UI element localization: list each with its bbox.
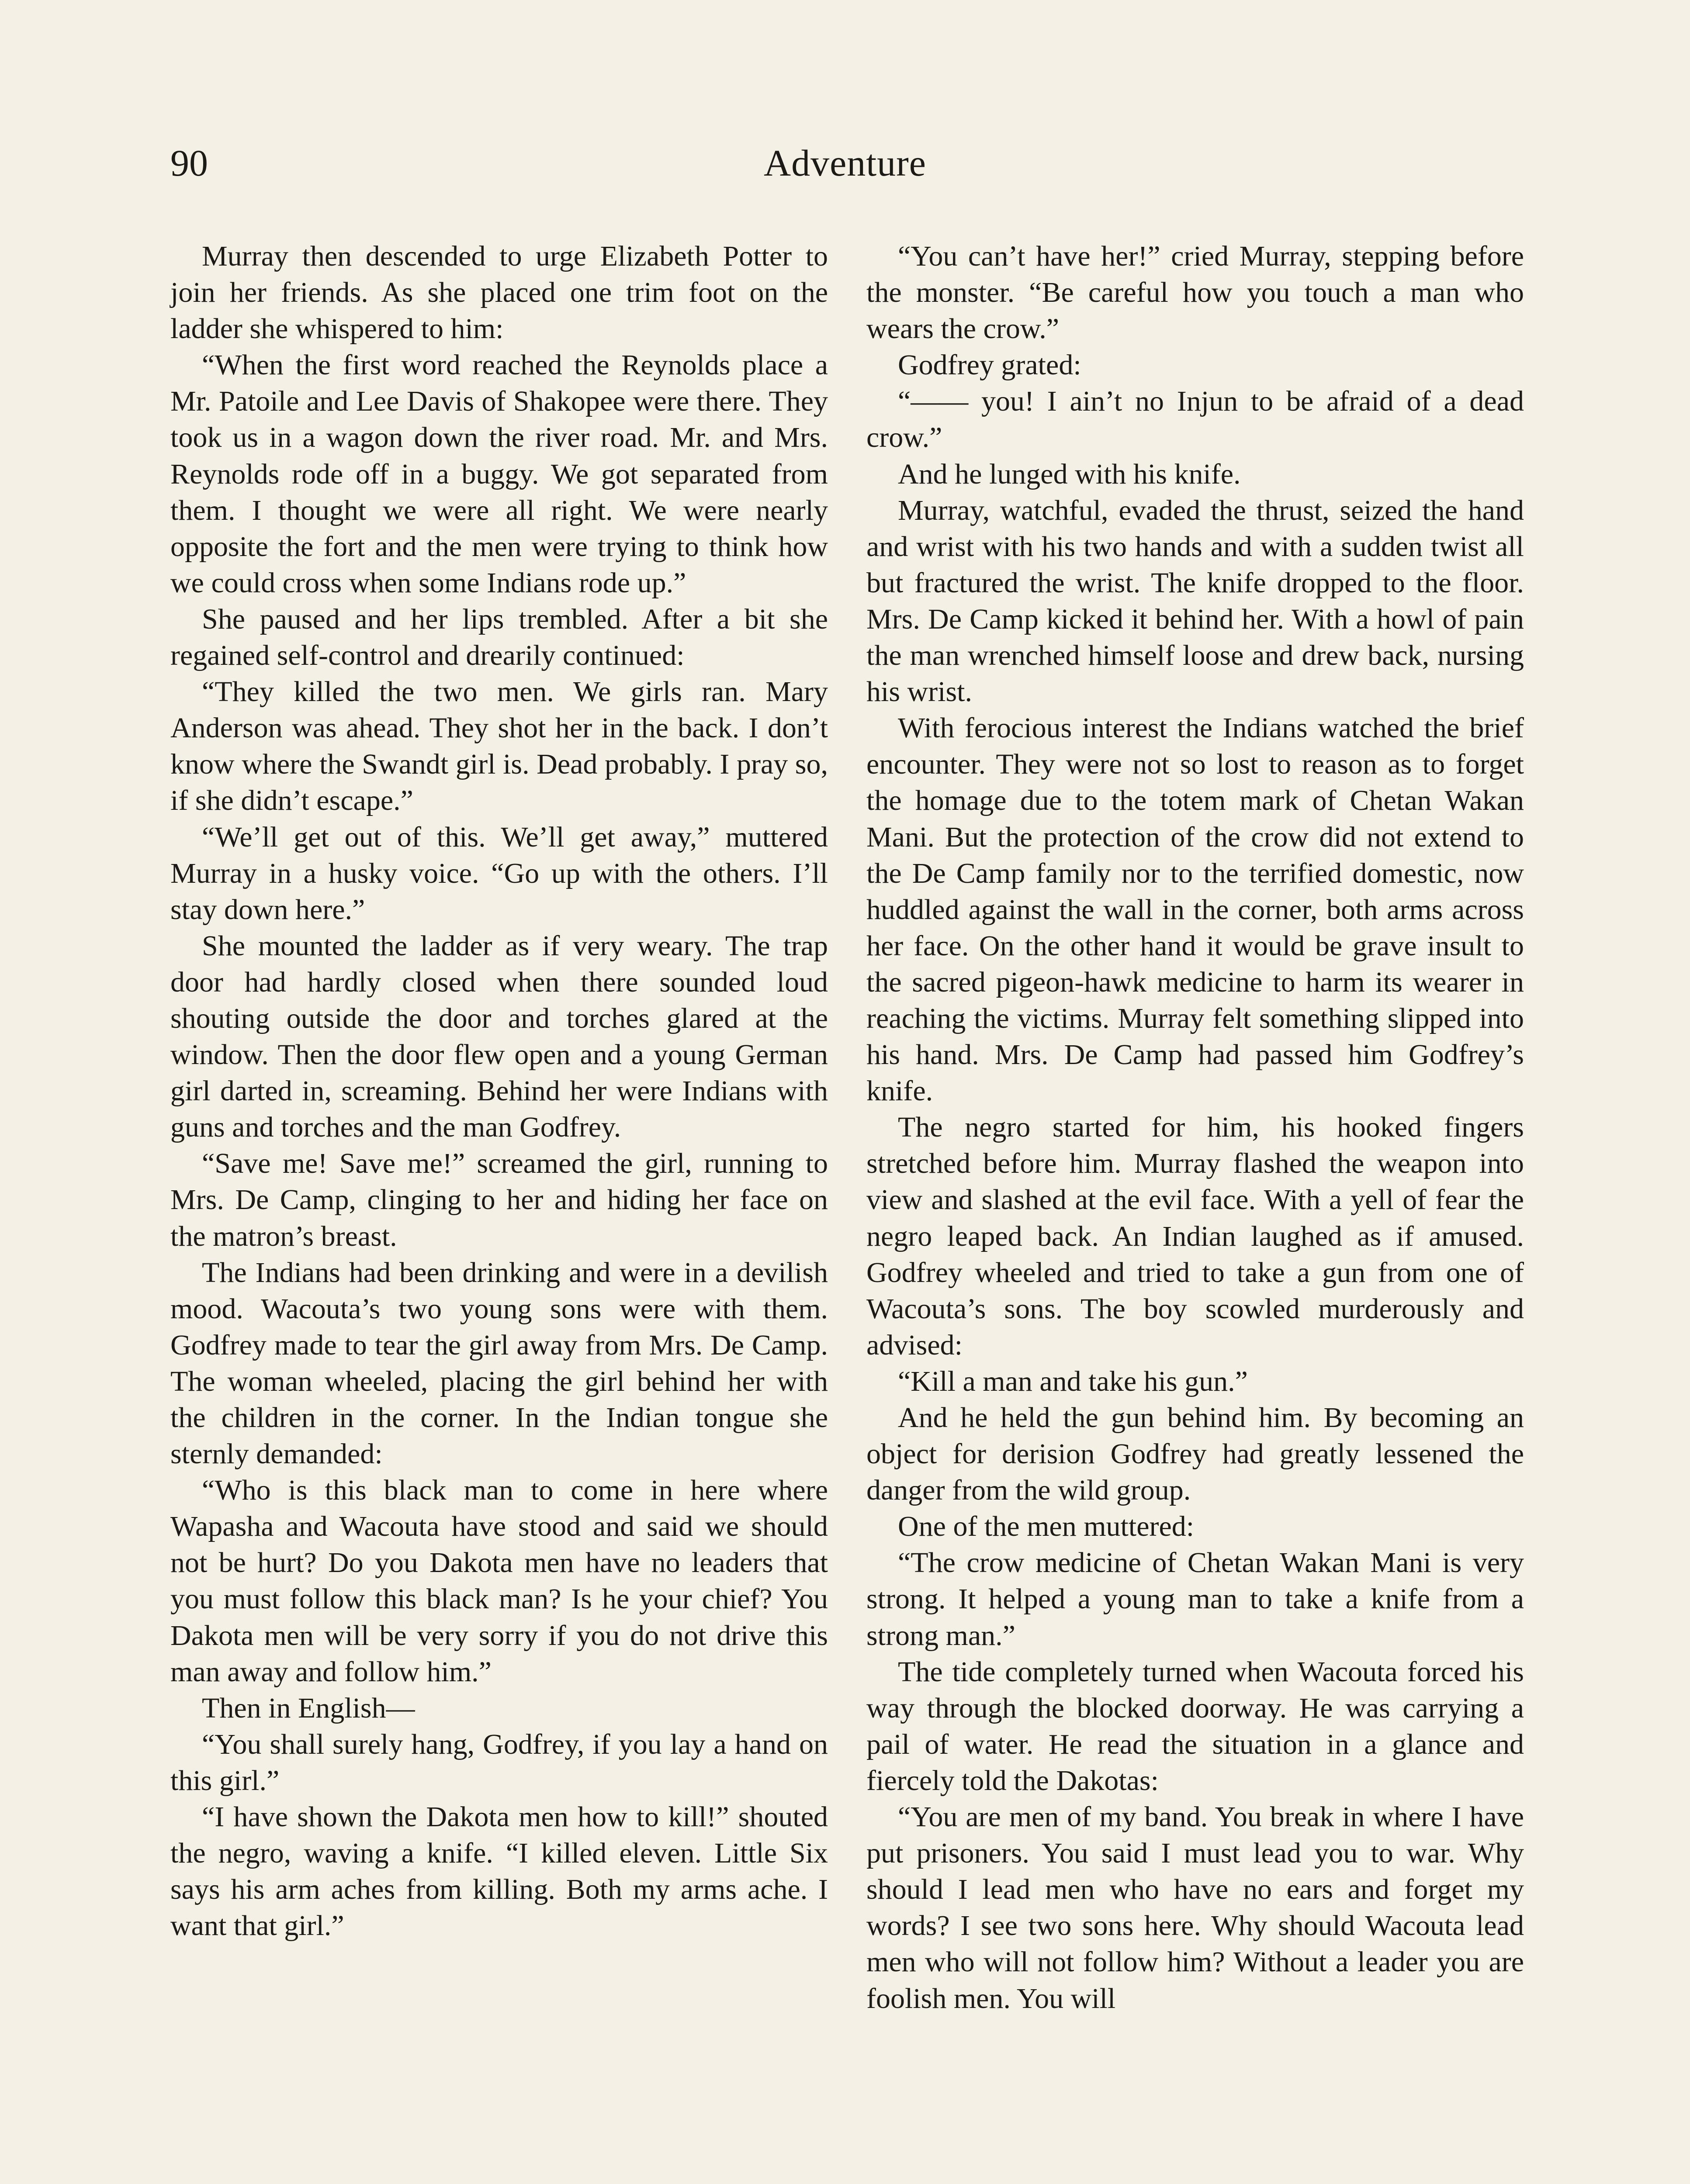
paragraph: “I have shown the Dakota men how to kill!” shouted the negro, waving a knife. “I killed eleven. Little Six says his arm aches from killing. Both my arms ache. I want that girl.” bbox=[170, 1801, 828, 1942]
paragraph: “—— you! I ain’t no Injun to be afraid of a dead crow.” bbox=[866, 385, 1524, 454]
paragraph: Murray, watchful, evaded the thrust, seized the hand and wrist with his two hands and with a sudden twist all but fractured the wrist. The knife dropped to the floor. Mrs. De Camp kicked it behind her. With a howl of pain the man wrenched himself loose and drew back, nursing his wrist. bbox=[866, 494, 1524, 708]
paragraph: One of the men muttered: bbox=[898, 1510, 1195, 1543]
paragraph: “Who is this black man to come in here where Wapasha and Wacouta have stood and said we should not be hurt? Do you Dakota men have no leaders that you must follow this black man? Is he your chief? You Dakota men will be very sorry if you do not drive this man away and follow him.” bbox=[170, 1474, 828, 1688]
paragraph: And he lunged with his knife. bbox=[898, 458, 1241, 490]
paragraph: Godfrey grated: bbox=[898, 349, 1081, 381]
paragraph: “Save me! Save me!” screamed the girl, running to Mrs. De Camp, clinging to her and hiding her face on the matron’s breast. bbox=[170, 1147, 828, 1252]
paragraph: She mounted the ladder as if very weary. The trap door had hardly closed when there sounded loud shouting outside the door and torches glared at the window. Then the door flew open and a young German girl darted in, screaming. Behind her were Indians with guns and torches and the man Godfrey. bbox=[170, 930, 828, 1144]
page-header bbox=[170, 139, 1520, 196]
paragraph: “You shall surely hang, Godfrey, if you lay a hand on this girl.” bbox=[170, 1728, 828, 1797]
paragraph: Murray then descended to urge Elizabeth Potter to join her friends. As she placed one trim foot on the ladder she whispered to him: bbox=[170, 240, 828, 345]
paragraph: “You can’t have her!” cried Murray, stepping before the monster. “Be careful how you touch a man who wears the crow.” bbox=[866, 240, 1524, 345]
paragraph: She paused and her lips trembled. After a bit she regained self-control and drearily continued: bbox=[170, 603, 828, 672]
paragraph: Then in English— bbox=[202, 1692, 415, 1724]
paragraph: The Indians had been drinking and were in a devilish mood. Wacouta’s two young sons were with them. Godfrey made to tear the girl away from Mrs. De Camp. The woman wheeled, placing the girl behind her with the children in the corner. In the Indian tongue she sternly demanded: bbox=[170, 1256, 828, 1470]
paragraph: “The crow medicine of Chetan Wakan Mani is very strong. It helped a young man to take a knife from a strong man.” bbox=[866, 1547, 1524, 1652]
paragraph: “You are men of my band. You break in where I have put prisoners. You said I must lead you to war. Why should I lead men who have no ears and forget my words? I see two sons here. Why should Wacouta lead men who will not follow him? Without a leader you are foolish men. You will bbox=[866, 1801, 1524, 2015]
paragraph: “They killed the two men. We girls ran. Mary Anderson was ahead. They shot her in the back. I don’t know where the Swandt girl is. Dead probably. I pray so, if she didn’t escape.” bbox=[170, 676, 828, 817]
paragraph: “We’ll get out of this. We’ll get away,” muttered Murray in a husky voice. “Go up with the others. I’ll stay down here.” bbox=[170, 821, 828, 926]
paragraph: “When the first word reached the Reynolds place a Mr. Patoile and Lee Davis of Shakopee were there. They took us in a wagon down the river road. Mr. and Mrs. Reynolds rode off in a buggy. We got separated from them. I thought we were all right. We were nearly opposite the fort and the men were trying to think how we could cross when some Indians rode up.” bbox=[170, 349, 828, 599]
paragraph: The tide completely turned when Wacouta forced his way through the blocked doorway. He was carrying a pail of water. He read the situation in a glance and fiercely told the Dakotas: bbox=[866, 1655, 1524, 1797]
paragraph: And he held the gun behind him. By becoming an object for derision Godfrey had greatly lessened the danger from the wild group. bbox=[866, 1402, 1524, 1507]
paragraph: The negro started for him, his hooked fingers stretched before him. Murray flashed the weapon into view and slashed at the evil face. With a yell of fear the negro leaped back. An Indian laughed as if amused. Godfrey wheeled and tried to take a gun from one of Wacouta’s sons. The boy scowled murderously and advised: bbox=[866, 1111, 1524, 1361]
left-column bbox=[170, 238, 828, 1944]
paragraph: With ferocious interest the Indians watched the brief encounter. They were not so lost to reason as to forget the homage due to the totem mark of Chetan Wakan Mani. But the protection of the crow did not extend to the De Camp family nor to the terrified domestic, now huddled against the wall in the corner, both arms across her face. On the other hand it would be grave insult to the sacred pigeon-hawk medicine to harm its wearer in reaching the victims. Murray felt something slipped into his hand. Mrs. De Camp had passed him Godfrey’s knife. bbox=[866, 712, 1524, 1107]
page-number: 90 bbox=[170, 142, 208, 184]
running-head: Adventure bbox=[764, 142, 926, 184]
paragraph: “Kill a man and take his gun.” bbox=[898, 1365, 1248, 1397]
right-column bbox=[866, 238, 1524, 2017]
